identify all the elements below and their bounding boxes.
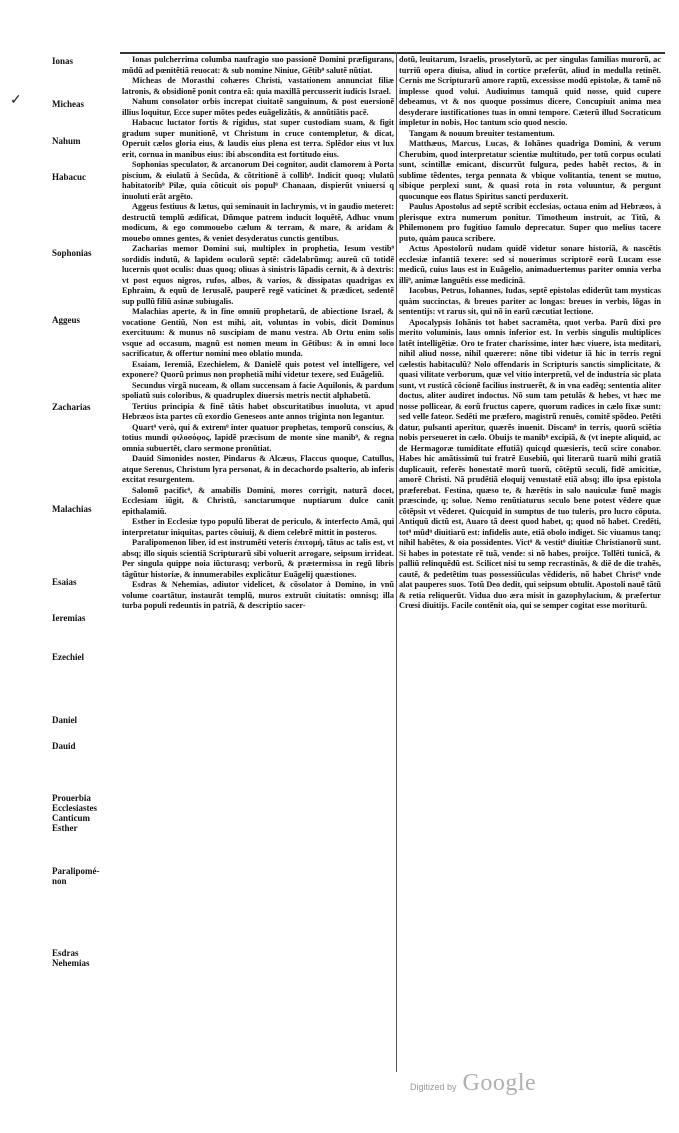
top-rule: [120, 52, 665, 54]
digitized-by-label: Digitized by: [410, 1082, 457, 1092]
margin-note-micheas: Micheas: [52, 99, 84, 109]
margin-note-nahum: Nahum: [52, 136, 81, 146]
paragraph: Matthæus, Marcus, Lucas, & Iohãnes quadriga Domini, & verum Cherubim, quod interpretatur scientiæ multitudo, per totũ corpus oculati sunt, scintillæ emicant, discurrũt fulgura, pedes habẽt rectos, & in sublime tẽdentes, terga pennata & vbique volitantia, tenent se mutuo, sibique perplexi sunt, & quasi rota in rota voluuntur, & pergunt quocunque eos flatus Spiritus sancti perduxerit.: [399, 139, 661, 201]
paragraph: Nahum consolator orbis increpat ciuitatẽ sanguinum, & post euersionẽ illius loquitur, Ecce super mõtes pedes euãgelizãtis, & annũtiãtis pacẽ.: [122, 97, 394, 117]
margin-note-paralipomenon: Paralipomé- non: [52, 866, 100, 886]
paragraph: Paralipomenon liber, id est instrumẽti veteris ἐπιτομή, tãtus ac talis est, vt absq; illo siquis scientiã Scripturarũ sibi voluerit arrogare, seipsum irrideat. Per singula quippe noia iũcturasq; verborũ, & prætermissa in regũ libris tãgũtur historiæ, & innumerabiles explicãtur Euãgelij quæstiones.: [122, 538, 394, 579]
margin-note-malachias: Malachias: [52, 504, 92, 514]
paragraph: Iacobus, Petrus, Iohannes, Iudas, septẽ epistolas ediderũt tam mysticas quàm succinctas, & breues pariter ac longas: breues in verbis, lõgas in sententijs: vt rarus sit, qui nõ in earũ cæcutiat lectione.: [399, 286, 661, 316]
paragraph: Esther in Ecclesiæ typo populũ liberat de periculo, & interfecto Amã, qui interpretatur iniquitas, partes cõuiuij, & diem celebrẽ mittit in posteros.: [122, 517, 394, 537]
paragraph: Quart⁹ verò, qui & extrem⁹ inter quatuor prophetas, temporũ conscius, & totius mundi φιλοσόφος, lapidẽ præcisum de monte sine manib⁹, & regna omnia subuertẽt, claro sermone pronũtiat.: [122, 422, 394, 453]
paragraph: Actus Apostolorũ nudam quidẽ videtur sonare historiã, & nascẽtis ecclesiæ infantiã texere: sed si nouerimus scriptorẽ eorũ Lucam esse medicũ, cuius laus est in Euãgelio, animaduertemus pariter omnia verba illi⁹, animæ languẽtis esse medicinã.: [399, 244, 661, 285]
margin-note-zacharias: Zacharias: [52, 402, 91, 412]
paragraph: Esaiam, Ieremiã, Ezechielem, & Danielẽ quis potest vel intelligere, vel exponere? Quorũ primus non prophetiã mihi videtur texere, sed Euãgeliũ.: [122, 359, 394, 379]
paragraph: Aggeus festiuus & lætus, qui seminauit in lachrymis, vt in gaudio meteret: destructũ templũ ædificat, Dñmque patrem inducit loquẽtẽ, Adhuc vnum modicum, & ego commouebo cælum & terram, & mare, & aridam & mouebo omnes gentes, & veniet desyderatus cunctis gentibus.: [122, 202, 394, 243]
marginal-pointer-mark: ✓: [10, 92, 22, 108]
margin-note-ionas: Ionas: [52, 56, 74, 66]
margin-note-ieremias: Ieremias: [52, 613, 86, 623]
digitized-by-google: [410, 1070, 536, 1097]
text-column-left: [122, 55, 394, 1075]
paragraph: Esdras & Nehemias, adiutor videlicet, & cõsolator à Domino, in vnũ volume coartãtur, instaurãt templũ, muros extruũt ciuitatis: omnisq; illa turba populi redeuntis in patriã, & descriptio sacer-: [122, 580, 394, 610]
paragraph: Malachias aperte, & in fine omniũ prophetarũ, de abiectione Israel, & vocatione Gentiũ, Non est mihi, ait, voluntas in vobis, dicit Dominus exercituum: & munus nõ suscipiam de manu vestra. Ab Ortu enim solis vsque ad occasum, magnũ est nomen meum in Gẽtibus: & in omni loco sacrificatur, & offertur nomini meo oblatio munda.: [122, 307, 394, 358]
paragraph: Apocalypsis Iohãnis tot habet sacramẽta, quot verba. Parũ dixi pro merito voluminis, laus omnis inferior est. In verbis singulis multiplices latẽt intelligẽtiæ. Oro te frater charissime, inter hæc viuere, ista meditari, nihil aliud nosse, nihil quærere: nõne tibi videtur iã hic in terris regni cælestis habitaculũ? Nolo offendaris in Scripturis sanctis simplicitate, & quasi vilitate verborum, quæ vel vitio interpretũ, vel de industria sic plata sunt, vt rusticã cõcionẽ facilius instruerẽt, & in vna eadẽq; sententia aliter doctus, aliter audiret indoctus. Nõ sum tam petulãs & hebes, vt hæc me nosse pollicear, & eorũ fructus capere, quorum radices in cælo fixæ sunt: sed velle fateor. Sedẽti me præfero, magistrũ renuẽs, comitẽ spõdeo. Petẽti datur, pulsanti aperitur, quærẽs inuenit. Discam⁹ in terris, quorũ sciẽtia nobis perseueret in cælo. Obuijs te manib⁹ excipiã, & (vt inepte aliquid, ac de Hermagoræ tumiditate effutiã) quicqd quæsieris, tecũ scire conabor. Habes hic amãtissimũ tui fratrẽ Eusebiũ, qui literarũ tuarũ mihi gratiã duplicauit, referẽs honestatẽ morũ tuorũ, cõtẽptũ seculi, fidẽ amicitiæ, amorẽ Christi. Nã prudẽtiã eloquij venustatẽ etiã absq; illo ipsa epistola præferebat. Festina, quæso te, & hærẽtis in salo nauiculæ funẽ magis præscinde, q; solue. Nemo renũtiaturus seculo bene potest vẽdere quæ cõtẽpsit vt vẽderet. Quicquid in sumptus de tuo tuleris, pro lucro cõputa. Antiquũ dictũ est, Auaro tã deest quod habet, q; quod nõ habet. Credẽti, tot⁹ mũd⁹ diuitiarũ est: infidelis aute, etiã obolo indiget. Sic viuamus tanq; nihil habẽtes, & oia possidentes. Vict⁹ & vestit⁹ diuitiæ Christianorũ sunt. Si habes in potestate rẽ tuã, vende: si nõ habes, proijce. Tollẽti tunicã, & palliũ relinquẽdũ est. Scilicet nisi tu semp recrastinãs, & diẽ de die trahẽs, cautẽ, & pedetẽtim tuas possessiũculas vẽdideris, nõ habet Christ⁹ vnde alat pauperes suos. Totũ Deo dedit, qui seipsum obtulit. Apostoli nauẽ tãtũ & retia reliquerũt. Vidua duo æra misit in gazophylacium, & præfertur Crœsi diuitijs. Facile contẽnit oia, qui se semper cogitat esse moriturũ.: [399, 317, 661, 610]
paragraph: Sophonias speculator, & arcanorum Dei cognitor, audit clamorem à Porta piscium, & eiulatũ à Secũda, & cõtritionẽ à collib⁹. Indicit quoq; vlulatũ habitatorib⁹ Pilæ, quia cõticuit ois popul⁹ Chanaan, dispierũt vniuersi q inuoluti erãt argẽto.: [122, 160, 394, 201]
google-logo: Google: [462, 1070, 537, 1096]
paragraph: Paulus Apostolus ad septẽ scribit ecclesias, octaua enim ad Hebræos, à plerisque extra numerum ponitur. Timotheum instruit, ac Titũ, & Philemonem pro fugitiuo famulo deprecatur. Super quo melius tacere puto, quàm pauca scribere.: [399, 202, 661, 243]
margin-note-habacuc: Habacuc: [52, 172, 87, 182]
paragraph: Secundus virgã nuceam, & ollam succensam à facie Aquilonis, & pardum spoliatũ suis coloribus, & quadruplex diuersis metris nectit alphabetũ.: [122, 380, 394, 400]
margin-note-sophonias: Sophonias: [52, 248, 92, 258]
text-column-right: [399, 55, 661, 1075]
paragraph: Salomõ pacific⁹, & amabilis Domini, mores corrigit, naturã docet, Ecclesiam iũgit, & Christũ, sanctarumque nuptiarum dulce canit epithalamiũ.: [122, 485, 394, 516]
paragraph: Dauid Simonides noster, Pindarus & Alcæus, Flaccus quoque, Catullus, atque Serenus, Christum lyra personat, & in decachordo psalterio, ab inferis excitat resurgentem.: [122, 454, 394, 484]
section-heading: Tangam & nouum breuiter testamentum.: [409, 128, 555, 138]
paragraph: Tertius principia & finẽ tãtis habet obscuritatibus inuoluta, vt apud Hebræos ista partes cũ exordio Geneseos ante annos triginta non legantur.: [122, 401, 394, 421]
paragraph: dotũ, leuitarum, Israelis, proselytorũ, ac per singulas familias murorũ, ac turriũ opera diuisa, aliud in cortice præferũt, aliud in medulla retinẽt. Cernis me Scripturarũ amore raptũ, excessisse modũ epistolæ, & tamẽ nõ implesse quod volui. Audiuimus tamquã quid nosse, quid cupere debeamus, vt & nos quoque possimus dicere, Concupiuit anima mea desyderare iustificationes tuas in omni tempore. Cæterũ illud Socraticum impletur in nobis, Hoc tantum scio quod nescio.: [399, 55, 661, 127]
column-divider: [396, 52, 397, 1072]
margin-note-daniel: Daniel: [52, 715, 78, 725]
margin-notes: [0, 0, 122, 968]
margin-note-esdras: Esdras Nehemias: [52, 948, 90, 968]
margin-note-dauid: Dauid: [52, 741, 76, 751]
paragraph: Zacharias memor Domini sui, multiplex in prophetia, Iesum vestib⁹ sordidis indutũ, & lapidem oculorũ septẽ: cãdelabrũmq; aureũ cũ totidẽ lucernis quot oculis: duas quoq; oliuas à sinistris lãpadis cernit, & à dextris: vt post equos nigros, rufos, albos, & varios, & dissipatas quadrigas ex Ephraim, & equũ de Ierusalẽ, pauperẽ regẽ vaticinet & prædicet, sedentẽ sup pullũ filiũ asinæ subiugalis.: [122, 244, 394, 306]
paragraph: Habacuc luctator fortis & rigidus, stat super custodiam suam, & figit gradum super munitionẽ, vt Christum in cruce contempletur, & dicat, Operuit cælos gloria eius, & laudis eius plena est terra. Splẽdor eius vt lux erit, cornua in manibus eius: ibi abscondita est fortitudo eius.: [122, 118, 394, 159]
margin-note-ezechiel: Ezechiel: [52, 652, 84, 662]
margin-note-proverbia: Prouerbia Ecclesiastes Canticum Esther: [52, 793, 97, 833]
paragraph: Micheas de Morasthi cohæres Christi, vastationem annunciat filiæ latronis, & obsidionẽ ponit contra eã: quia maxillã percusserit iudicis Israel.: [122, 76, 394, 96]
paragraph: Ionas pulcherrima columba naufragio suo passionẽ Domini præfigurans, mũdũ ad pœnitẽtiã reuocat: & sub nomine Niniue, Gẽtib⁹ salutẽ nũtiat.: [122, 55, 394, 75]
margin-note-aggeus: Aggeus: [52, 315, 81, 325]
margin-note-esaias: Esaias: [52, 577, 77, 587]
